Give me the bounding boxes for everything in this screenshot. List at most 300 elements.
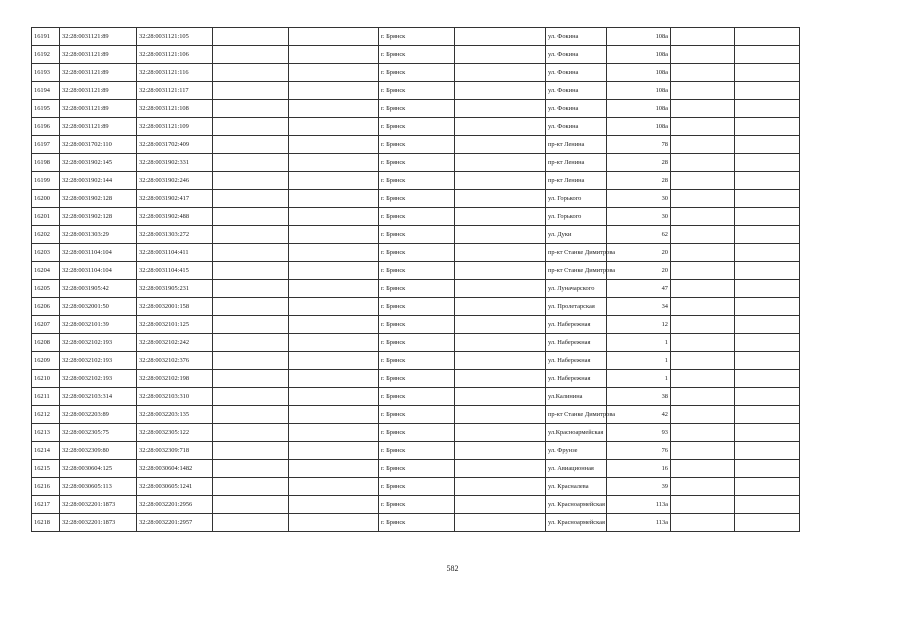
empty-cell — [213, 478, 289, 496]
row-number: 16211 — [32, 388, 60, 406]
empty-cell — [671, 316, 735, 334]
parcel-cadastral-number: 32:28:0032102:193 — [60, 370, 137, 388]
empty-cell — [213, 298, 289, 316]
empty-cell — [671, 496, 735, 514]
empty-cell — [735, 334, 800, 352]
house-number: 1 — [607, 352, 671, 370]
registry-table — [31, 27, 800, 532]
table-row — [32, 316, 800, 334]
row-number: 16218 — [32, 514, 60, 532]
empty-cell — [289, 28, 379, 46]
city: г. Брянск — [379, 226, 455, 244]
empty-cell — [671, 352, 735, 370]
empty-cell — [455, 262, 546, 280]
city: г. Брянск — [379, 262, 455, 280]
empty-cell — [289, 424, 379, 442]
row-number: 16191 — [32, 28, 60, 46]
empty-cell — [455, 514, 546, 532]
row-number: 16201 — [32, 208, 60, 226]
empty-cell — [213, 46, 289, 64]
city: г. Брянск — [379, 406, 455, 424]
empty-cell — [455, 388, 546, 406]
empty-cell — [735, 64, 800, 82]
empty-cell — [455, 298, 546, 316]
empty-cell — [735, 244, 800, 262]
empty-cell — [455, 208, 546, 226]
street: пр-кт Станке Димитрова — [546, 262, 607, 280]
table-row — [32, 118, 800, 136]
table-row — [32, 334, 800, 352]
empty-cell — [735, 388, 800, 406]
city: г. Брянск — [379, 190, 455, 208]
table-row — [32, 442, 800, 460]
empty-cell — [213, 280, 289, 298]
row-number: 16214 — [32, 442, 60, 460]
empty-cell — [289, 118, 379, 136]
empty-cell — [671, 334, 735, 352]
empty-cell — [735, 316, 800, 334]
street: ул. Красноармейская — [546, 496, 607, 514]
object-cadastral-number: 32:28:0032102:242 — [137, 334, 213, 352]
parcel-cadastral-number: 32:28:0032102:193 — [60, 334, 137, 352]
empty-cell — [671, 154, 735, 172]
empty-cell — [213, 154, 289, 172]
table-row — [32, 172, 800, 190]
street: пр-кт Станке Димитрова — [546, 406, 607, 424]
empty-cell — [671, 478, 735, 496]
object-cadastral-number: 32:28:0032103:310 — [137, 388, 213, 406]
empty-cell — [289, 298, 379, 316]
empty-cell — [671, 82, 735, 100]
empty-cell — [671, 46, 735, 64]
empty-cell — [455, 154, 546, 172]
row-number: 16195 — [32, 100, 60, 118]
empty-cell — [671, 514, 735, 532]
house-number: 108а — [607, 64, 671, 82]
house-number: 108а — [607, 28, 671, 46]
empty-cell — [289, 262, 379, 280]
empty-cell — [735, 460, 800, 478]
empty-cell — [289, 82, 379, 100]
empty-cell — [735, 136, 800, 154]
empty-cell — [671, 262, 735, 280]
street: ул. Авиационная — [546, 460, 607, 478]
parcel-cadastral-number: 32:28:0031702:110 — [60, 136, 137, 154]
house-number: 38 — [607, 388, 671, 406]
house-number: 1 — [607, 334, 671, 352]
empty-cell — [671, 460, 735, 478]
empty-cell — [455, 406, 546, 424]
empty-cell — [671, 406, 735, 424]
empty-cell — [289, 46, 379, 64]
street: ул. Набережная — [546, 370, 607, 388]
street: ул. Набережная — [546, 352, 607, 370]
empty-cell — [213, 442, 289, 460]
empty-cell — [671, 424, 735, 442]
row-number: 16205 — [32, 280, 60, 298]
city: г. Брянск — [379, 280, 455, 298]
street: ул. Красналева — [546, 478, 607, 496]
city: г. Брянск — [379, 388, 455, 406]
empty-cell — [213, 406, 289, 424]
house-number: 20 — [607, 244, 671, 262]
row-number: 16197 — [32, 136, 60, 154]
table-row — [32, 406, 800, 424]
empty-cell — [455, 316, 546, 334]
table-row — [32, 352, 800, 370]
table-row — [32, 82, 800, 100]
row-number: 16216 — [32, 478, 60, 496]
object-cadastral-number: 32:28:0032309:718 — [137, 442, 213, 460]
city: г. Брянск — [379, 352, 455, 370]
house-number: 1 — [607, 370, 671, 388]
empty-cell — [455, 118, 546, 136]
empty-cell — [213, 226, 289, 244]
row-number: 16202 — [32, 226, 60, 244]
city: г. Брянск — [379, 370, 455, 388]
empty-cell — [213, 100, 289, 118]
empty-cell — [455, 370, 546, 388]
city: г. Брянск — [379, 64, 455, 82]
table-row — [32, 190, 800, 208]
empty-cell — [289, 478, 379, 496]
house-number: 113а — [607, 514, 671, 532]
empty-cell — [455, 100, 546, 118]
city: г. Брянск — [379, 136, 455, 154]
parcel-cadastral-number: 32:28:0031121:89 — [60, 100, 137, 118]
empty-cell — [289, 154, 379, 172]
city: г. Брянск — [379, 46, 455, 64]
empty-cell — [455, 136, 546, 154]
row-number: 16196 — [32, 118, 60, 136]
parcel-cadastral-number: 32:28:0032001:50 — [60, 298, 137, 316]
empty-cell — [289, 226, 379, 244]
empty-cell — [213, 316, 289, 334]
house-number: 108а — [607, 100, 671, 118]
street: ул. Фокина — [546, 100, 607, 118]
row-number: 16204 — [32, 262, 60, 280]
empty-cell — [289, 370, 379, 388]
table-row — [32, 370, 800, 388]
empty-cell — [455, 226, 546, 244]
parcel-cadastral-number: 32:28:0032201:1873 — [60, 514, 137, 532]
row-number: 16215 — [32, 460, 60, 478]
empty-cell — [289, 496, 379, 514]
empty-cell — [289, 100, 379, 118]
empty-cell — [213, 334, 289, 352]
empty-cell — [455, 28, 546, 46]
house-number: 20 — [607, 262, 671, 280]
object-cadastral-number: 32:28:0032203:135 — [137, 406, 213, 424]
empty-cell — [213, 244, 289, 262]
row-number: 16193 — [32, 64, 60, 82]
empty-cell — [671, 100, 735, 118]
empty-cell — [289, 406, 379, 424]
empty-cell — [213, 352, 289, 370]
row-number: 16206 — [32, 298, 60, 316]
row-number: 16199 — [32, 172, 60, 190]
city: г. Брянск — [379, 100, 455, 118]
empty-cell — [735, 46, 800, 64]
object-cadastral-number: 32:28:0032201:2956 — [137, 496, 213, 514]
page-number: 582 — [446, 564, 459, 573]
empty-cell — [671, 280, 735, 298]
row-number: 16212 — [32, 406, 60, 424]
table-row — [32, 262, 800, 280]
object-cadastral-number: 32:28:0031121:108 — [137, 100, 213, 118]
house-number: 76 — [607, 442, 671, 460]
empty-cell — [671, 28, 735, 46]
table-row — [32, 64, 800, 82]
object-cadastral-number: 32:28:0031902:488 — [137, 208, 213, 226]
row-number: 16210 — [32, 370, 60, 388]
street: пр-кт Ленина — [546, 154, 607, 172]
parcel-cadastral-number: 32:28:0031902:145 — [60, 154, 137, 172]
table-row — [32, 496, 800, 514]
object-cadastral-number: 32:28:0031902:331 — [137, 154, 213, 172]
empty-cell — [213, 388, 289, 406]
parcel-cadastral-number: 32:28:0032305:75 — [60, 424, 137, 442]
city: г. Брянск — [379, 334, 455, 352]
parcel-cadastral-number: 32:28:0032102:193 — [60, 352, 137, 370]
empty-cell — [289, 244, 379, 262]
city: г. Брянск — [379, 424, 455, 442]
object-cadastral-number: 32:28:0031121:109 — [137, 118, 213, 136]
empty-cell — [455, 352, 546, 370]
empty-cell — [735, 424, 800, 442]
city: г. Брянск — [379, 244, 455, 262]
street: ул. Горького — [546, 190, 607, 208]
empty-cell — [735, 154, 800, 172]
table-row — [32, 460, 800, 478]
empty-cell — [735, 226, 800, 244]
parcel-cadastral-number: 32:28:0031104:104 — [60, 262, 137, 280]
empty-cell — [455, 334, 546, 352]
empty-cell — [671, 442, 735, 460]
city: г. Брянск — [379, 442, 455, 460]
parcel-cadastral-number: 32:28:0031104:104 — [60, 244, 137, 262]
row-number: 16198 — [32, 154, 60, 172]
house-number: 34 — [607, 298, 671, 316]
object-cadastral-number: 32:28:0032305:122 — [137, 424, 213, 442]
empty-cell — [735, 514, 800, 532]
empty-cell — [213, 118, 289, 136]
street: ул. Пролетарская — [546, 298, 607, 316]
empty-cell — [455, 478, 546, 496]
registry-rows — [32, 28, 800, 532]
empty-cell — [289, 172, 379, 190]
empty-cell — [735, 82, 800, 100]
empty-cell — [735, 172, 800, 190]
parcel-cadastral-number: 32:28:0031121:89 — [60, 118, 137, 136]
parcel-cadastral-number: 32:28:0032203:89 — [60, 406, 137, 424]
object-cadastral-number: 32:28:0032102:198 — [137, 370, 213, 388]
empty-cell — [289, 190, 379, 208]
city: г. Брянск — [379, 478, 455, 496]
empty-cell — [455, 82, 546, 100]
house-number: 108а — [607, 118, 671, 136]
parcel-cadastral-number: 32:28:0032103:314 — [60, 388, 137, 406]
object-cadastral-number: 32:28:0031121:117 — [137, 82, 213, 100]
table-row — [32, 280, 800, 298]
empty-cell — [213, 190, 289, 208]
empty-cell — [735, 298, 800, 316]
street: ул. Набережная — [546, 316, 607, 334]
row-number: 16192 — [32, 46, 60, 64]
empty-cell — [735, 478, 800, 496]
empty-cell — [289, 64, 379, 82]
street: ул. Красноармейская — [546, 514, 607, 532]
parcel-cadastral-number: 32:28:0032201:1873 — [60, 496, 137, 514]
street: пр-кт Ленина — [546, 136, 607, 154]
parcel-cadastral-number: 32:28:0031905:42 — [60, 280, 137, 298]
row-number: 16208 — [32, 334, 60, 352]
house-number: 30 — [607, 190, 671, 208]
empty-cell — [213, 82, 289, 100]
street: ул. Дуки — [546, 226, 607, 244]
object-cadastral-number: 32:28:0032102:376 — [137, 352, 213, 370]
empty-cell — [289, 280, 379, 298]
empty-cell — [735, 208, 800, 226]
empty-cell — [289, 316, 379, 334]
empty-cell — [735, 442, 800, 460]
empty-cell — [671, 244, 735, 262]
table-row — [32, 298, 800, 316]
empty-cell — [455, 442, 546, 460]
table-row — [32, 478, 800, 496]
object-cadastral-number: 32:28:0030605:1241 — [137, 478, 213, 496]
object-cadastral-number: 32:28:0030604:1482 — [137, 460, 213, 478]
empty-cell — [289, 442, 379, 460]
empty-cell — [213, 514, 289, 532]
house-number: 39 — [607, 478, 671, 496]
empty-cell — [671, 64, 735, 82]
empty-cell — [735, 496, 800, 514]
street: ул.Красноармейская — [546, 424, 607, 442]
empty-cell — [213, 172, 289, 190]
empty-cell — [455, 280, 546, 298]
empty-cell — [455, 46, 546, 64]
object-cadastral-number: 32:28:0031902:246 — [137, 172, 213, 190]
object-cadastral-number: 32:28:0031121:106 — [137, 46, 213, 64]
empty-cell — [735, 406, 800, 424]
row-number: 16200 — [32, 190, 60, 208]
empty-cell — [735, 352, 800, 370]
row-number: 16207 — [32, 316, 60, 334]
parcel-cadastral-number: 32:28:0031902:144 — [60, 172, 137, 190]
object-cadastral-number: 32:28:0031104:411 — [137, 244, 213, 262]
city: г. Брянск — [379, 82, 455, 100]
empty-cell — [289, 208, 379, 226]
city: г. Брянск — [379, 172, 455, 190]
table-row — [32, 100, 800, 118]
city: г. Брянск — [379, 496, 455, 514]
empty-cell — [213, 370, 289, 388]
street: ул. Фокина — [546, 46, 607, 64]
empty-cell — [213, 424, 289, 442]
row-number: 16203 — [32, 244, 60, 262]
street: ул. Фрунзе — [546, 442, 607, 460]
empty-cell — [289, 514, 379, 532]
street: ул. Горького — [546, 208, 607, 226]
empty-cell — [455, 190, 546, 208]
parcel-cadastral-number: 32:28:0031902:128 — [60, 190, 137, 208]
empty-cell — [671, 190, 735, 208]
empty-cell — [735, 190, 800, 208]
object-cadastral-number: 32:28:0031121:105 — [137, 28, 213, 46]
street: ул.Калинина — [546, 388, 607, 406]
object-cadastral-number: 32:28:0031121:116 — [137, 64, 213, 82]
table-row — [32, 388, 800, 406]
row-number: 16194 — [32, 82, 60, 100]
city: г. Брянск — [379, 514, 455, 532]
empty-cell — [289, 334, 379, 352]
city: г. Брянск — [379, 460, 455, 478]
row-number: 16209 — [32, 352, 60, 370]
empty-cell — [671, 136, 735, 154]
empty-cell — [289, 352, 379, 370]
table-row — [32, 46, 800, 64]
street: пр-кт Станке Димитрова — [546, 244, 607, 262]
parcel-cadastral-number: 32:28:0030604:125 — [60, 460, 137, 478]
street: ул. Фокина — [546, 118, 607, 136]
house-number: 28 — [607, 154, 671, 172]
city: г. Брянск — [379, 298, 455, 316]
empty-cell — [735, 100, 800, 118]
street: ул. Фокина — [546, 64, 607, 82]
table-row — [32, 136, 800, 154]
table-row — [32, 244, 800, 262]
parcel-cadastral-number: 32:28:0032101:39 — [60, 316, 137, 334]
city: г. Брянск — [379, 28, 455, 46]
object-cadastral-number: 32:28:0031104:415 — [137, 262, 213, 280]
house-number: 78 — [607, 136, 671, 154]
empty-cell — [671, 172, 735, 190]
city: г. Брянск — [379, 316, 455, 334]
empty-cell — [213, 460, 289, 478]
empty-cell — [213, 64, 289, 82]
empty-cell — [213, 496, 289, 514]
parcel-cadastral-number: 32:28:0031121:89 — [60, 82, 137, 100]
empty-cell — [213, 28, 289, 46]
house-number: 28 — [607, 172, 671, 190]
house-number: 62 — [607, 226, 671, 244]
empty-cell — [289, 388, 379, 406]
empty-cell — [671, 226, 735, 244]
city: г. Брянск — [379, 208, 455, 226]
street: пр-кт Ленина — [546, 172, 607, 190]
empty-cell — [455, 424, 546, 442]
empty-cell — [455, 460, 546, 478]
table-row — [32, 226, 800, 244]
house-number: 16 — [607, 460, 671, 478]
object-cadastral-number: 32:28:0031905:231 — [137, 280, 213, 298]
parcel-cadastral-number: 32:28:0032309:80 — [60, 442, 137, 460]
parcel-cadastral-number: 32:28:0031121:89 — [60, 64, 137, 82]
empty-cell — [671, 118, 735, 136]
object-cadastral-number: 32:28:0031902:417 — [137, 190, 213, 208]
house-number: 93 — [607, 424, 671, 442]
parcel-cadastral-number: 32:28:0031303:29 — [60, 226, 137, 244]
empty-cell — [735, 28, 800, 46]
empty-cell — [213, 136, 289, 154]
empty-cell — [671, 388, 735, 406]
empty-cell — [289, 460, 379, 478]
house-number: 108а — [607, 46, 671, 64]
object-cadastral-number: 32:28:0032101:125 — [137, 316, 213, 334]
table-row — [32, 424, 800, 442]
empty-cell — [671, 208, 735, 226]
